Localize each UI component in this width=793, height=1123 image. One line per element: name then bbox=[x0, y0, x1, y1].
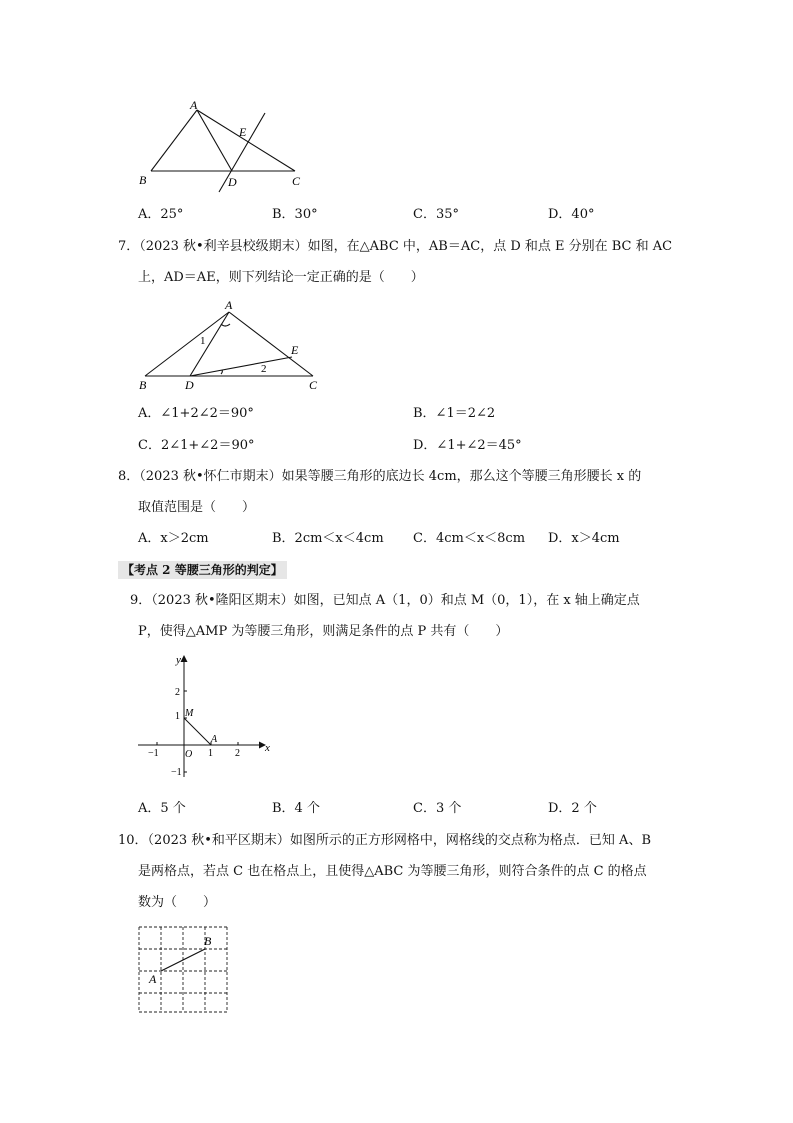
q7-figure bbox=[135, 296, 335, 394]
q9-label-m: M bbox=[185, 708, 194, 719]
q9-option-b[interactable]: B．4 个 bbox=[272, 801, 320, 816]
q10-text-line1: 10．（2023 秋•和平区期末）如图所示的正方形网格中，网格线的交点称为格点．已知 A、B bbox=[118, 833, 652, 848]
q6-label-c: C bbox=[292, 174, 301, 188]
q9-label-y1: 1 bbox=[175, 711, 180, 722]
q9-text-line1: 9．（2023 秋•隆阳区期末）如图，已知点 A（1，0）和点 M（0，1），在 x 轴上确定点 bbox=[130, 593, 640, 608]
q7-option-a[interactable]: A．∠1+2∠2＝90° bbox=[138, 406, 254, 421]
q8-text-line1: 8．（2023 秋•怀仁市期末）如果等腰三角形的底边长 4cm，那么这个等腰三角形腰长 x 的 bbox=[118, 469, 642, 484]
q9-text-line2: P，使得△AMP 为等腰三角形，则满足条件的点 P 共有（ ） bbox=[138, 624, 509, 639]
q9-label-xm1: −1 bbox=[148, 748, 159, 759]
q9-option-d[interactable]: D．2 个 bbox=[548, 801, 597, 816]
q7-label-a: A bbox=[225, 298, 233, 312]
q6-option-d[interactable]: D．40° bbox=[548, 207, 595, 222]
q6-line-ad bbox=[197, 110, 232, 171]
q7-option-c[interactable]: C．2∠1+∠2＝90° bbox=[138, 438, 255, 453]
q9-option-c[interactable]: C．3 个 bbox=[413, 801, 462, 816]
q7-label-b: B bbox=[139, 378, 147, 392]
q7-line-ab bbox=[145, 312, 229, 376]
q7-angle1-arc bbox=[221, 324, 230, 326]
q6-option-b[interactable]: B．30° bbox=[272, 207, 318, 222]
q6-label-b: B bbox=[139, 173, 147, 187]
q10-label-a: A bbox=[149, 972, 157, 986]
q9-label-a: A bbox=[211, 734, 218, 745]
q9-segment-ma bbox=[184, 718, 211, 745]
q9-option-a[interactable]: A．5 个 bbox=[138, 801, 186, 816]
q7-label-d: D bbox=[185, 378, 194, 392]
q9-label-y: y bbox=[176, 654, 181, 666]
section-heading: 【考点 2 等腰三角形的判定】 bbox=[118, 561, 287, 579]
q6-line-ac bbox=[197, 110, 295, 171]
q10-text-line2: 是两格点，若点 C 也在格点上，且使得△ABC 为等腰三角形，则符合条件的点 C 的格点 bbox=[138, 864, 647, 879]
q7-label-e: E bbox=[291, 343, 299, 357]
q7-label-c: C bbox=[309, 378, 318, 392]
q6-label-a: A bbox=[190, 98, 198, 112]
q7-text-line1: 7．（2023 秋•利辛县校级期末）如图，在△ABC 中，AB＝AC，点 D 和点 E 分别在 BC 和 AC bbox=[118, 239, 673, 254]
q6-label-d: D bbox=[228, 175, 237, 189]
q7-option-d[interactable]: D．∠1+∠2＝45° bbox=[413, 438, 522, 453]
q8-option-b[interactable]: B．2cm＜x＜4cm bbox=[272, 531, 384, 546]
q7-line-ad bbox=[190, 312, 229, 376]
q6-option-c[interactable]: C．35° bbox=[413, 207, 459, 222]
q8-option-a[interactable]: A．x＞2cm bbox=[138, 531, 209, 546]
q9-label-ym1: −1 bbox=[171, 767, 182, 778]
q6-label-e: E bbox=[239, 125, 247, 139]
q8-option-d[interactable]: D．x＞4cm bbox=[548, 531, 620, 546]
q9-label-o: O bbox=[185, 749, 193, 760]
q10-text-line3: 数为（ ） bbox=[138, 895, 217, 910]
q10-label-b: B bbox=[204, 934, 212, 948]
q9-label-x2: 2 bbox=[235, 748, 240, 759]
q7-option-b[interactable]: B．∠1＝2∠2 bbox=[413, 406, 496, 421]
q8-option-c[interactable]: C．4cm＜x＜8cm bbox=[413, 531, 526, 546]
q7-text-line2: 上，AD＝AE，则下列结论一定正确的是（ ） bbox=[138, 270, 424, 285]
q6-line-ab bbox=[151, 110, 197, 171]
q9-label-y2: 2 bbox=[175, 687, 180, 698]
q7-label-angle2: 2 bbox=[261, 363, 267, 375]
q6-figure bbox=[135, 96, 315, 194]
q6-option-a[interactable]: A．25° bbox=[138, 207, 184, 222]
q7-label-angle1: 1 bbox=[200, 335, 206, 347]
q7-line-de bbox=[190, 357, 292, 376]
q8-text-line2: 取值范围是（ ） bbox=[138, 500, 256, 515]
q9-label-x1: 1 bbox=[208, 748, 213, 759]
q10-grid-figure bbox=[137, 924, 231, 1016]
q9-label-x: x bbox=[265, 742, 270, 754]
q9-coordinate-figure bbox=[135, 652, 280, 782]
